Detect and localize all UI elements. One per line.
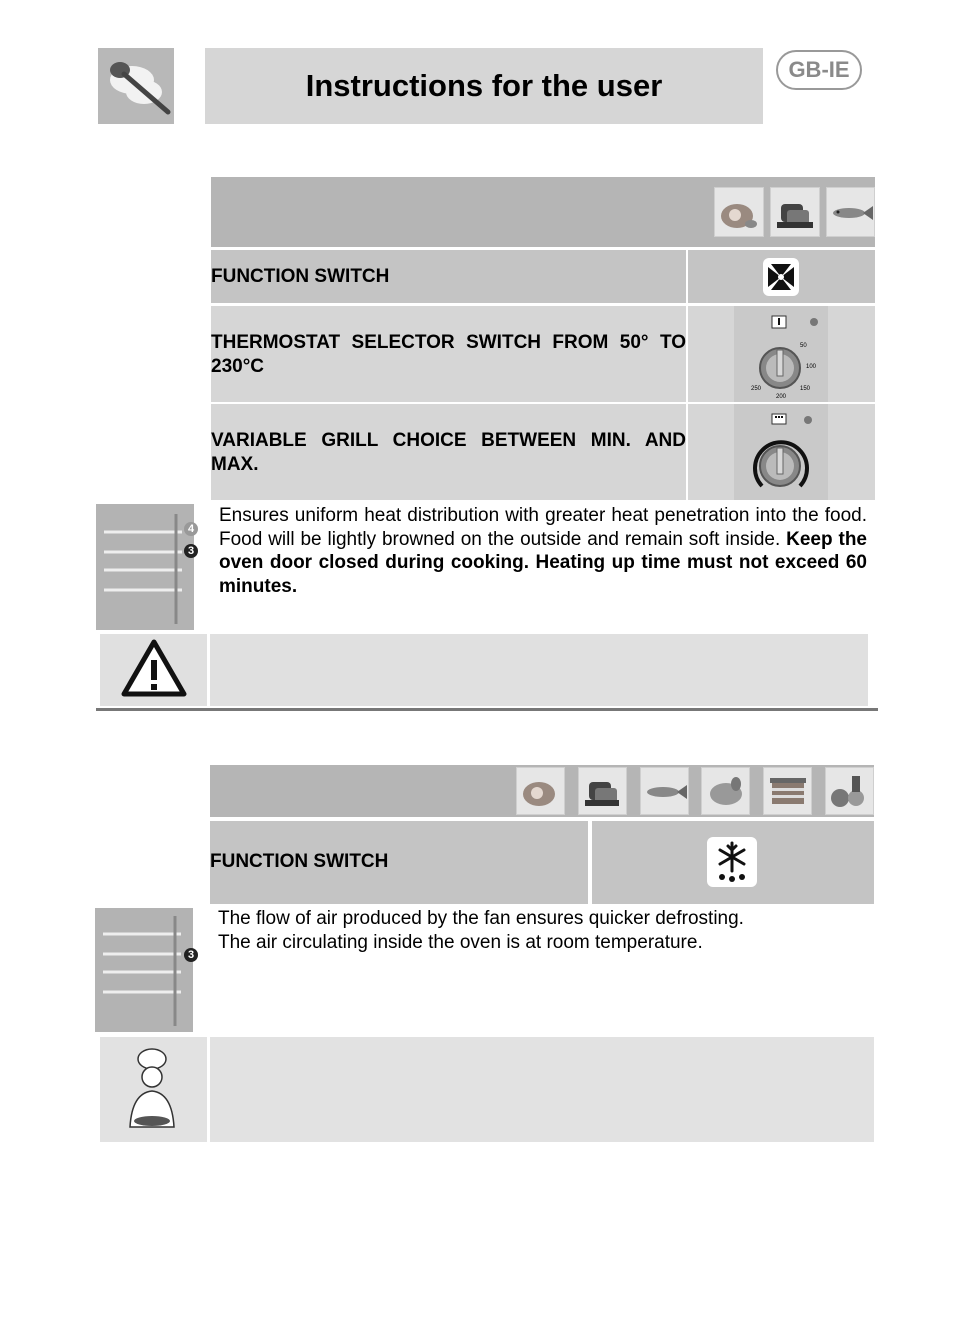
cake-icon <box>763 767 812 815</box>
meat-icon <box>516 767 565 815</box>
function-switch-label: FUNCTION SWITCH <box>211 266 390 287</box>
oven-shelf-image-2 <box>95 908 193 1032</box>
knob-scale-100: 100 <box>806 364 817 370</box>
defrost-icon-cell <box>592 821 874 904</box>
fish-icon <box>826 187 875 237</box>
knob-scale-50: 50 <box>800 343 807 349</box>
warning-note-box <box>210 634 868 706</box>
fan-icon <box>763 258 799 296</box>
section2-header-strip <box>210 765 874 817</box>
section1-header-strip <box>211 177 875 247</box>
title-bar <box>205 48 763 124</box>
defrost-snowflake-icon <box>707 837 757 887</box>
oven-shelf-image <box>96 504 194 630</box>
grill-knob-icon <box>734 404 828 500</box>
brand-logo <box>98 48 174 124</box>
bread-icon <box>770 187 820 237</box>
tip-note-box <box>210 1037 874 1142</box>
poultry-icon <box>701 767 750 815</box>
shelf-number-3: 3 <box>184 948 198 962</box>
section1-description-bold: Keep the oven door closed during cooking. Heating up time must not exceed 60 minutes. <box>219 528 867 597</box>
fish-icon <box>640 767 689 815</box>
bread-icon <box>578 767 627 815</box>
vegetables-icon <box>825 767 874 815</box>
section1-description-plain: Ensures uniform heat distribution with greater heat penetration into the food. Food will be lightly browned on the outside and remain soft inside. <box>219 505 867 550</box>
spoon-chef-hat-icon <box>98 48 174 124</box>
section2-description-line1: The flow of air produced by the fan ensures quicker defrosting. <box>218 908 744 929</box>
section2-description <box>218 907 868 954</box>
grill-label: VARIABLE GRILL CHOICE BETWEEN MIN. AND MAX. <box>211 430 686 475</box>
warning-triangle-icon <box>100 634 207 706</box>
tip-icon-cell <box>100 1037 207 1142</box>
warning-icon-cell <box>100 634 207 706</box>
function-switch-label-2: FUNCTION SWITCH <box>210 851 389 872</box>
section2-description-line2: The air circulating inside the oven is at room temperature. <box>218 931 703 953</box>
thermostat-icon-cell <box>688 306 875 402</box>
knob-scale-200: 200 <box>776 394 787 400</box>
chef-icon <box>100 1037 207 1142</box>
section1-description <box>219 504 867 598</box>
page-title: Instructions for the user <box>305 68 663 103</box>
function-switch-icon-cell <box>688 250 875 303</box>
thermostat-knob-icon <box>734 306 828 402</box>
shelf-number-4: 4 <box>184 522 198 536</box>
language-badge: GB-IE <box>776 50 862 90</box>
shelf-number-3: 3 <box>184 544 198 558</box>
thermostat-label: THERMOSTAT SELECTOR SWITCH FROM 50° TO 230°C <box>211 332 686 377</box>
knob-scale-150: 150 <box>800 386 811 392</box>
section-divider <box>96 708 878 711</box>
grill-icon-cell <box>688 404 875 500</box>
meat-icon <box>714 187 764 237</box>
knob-scale-250: 250 <box>751 386 762 392</box>
